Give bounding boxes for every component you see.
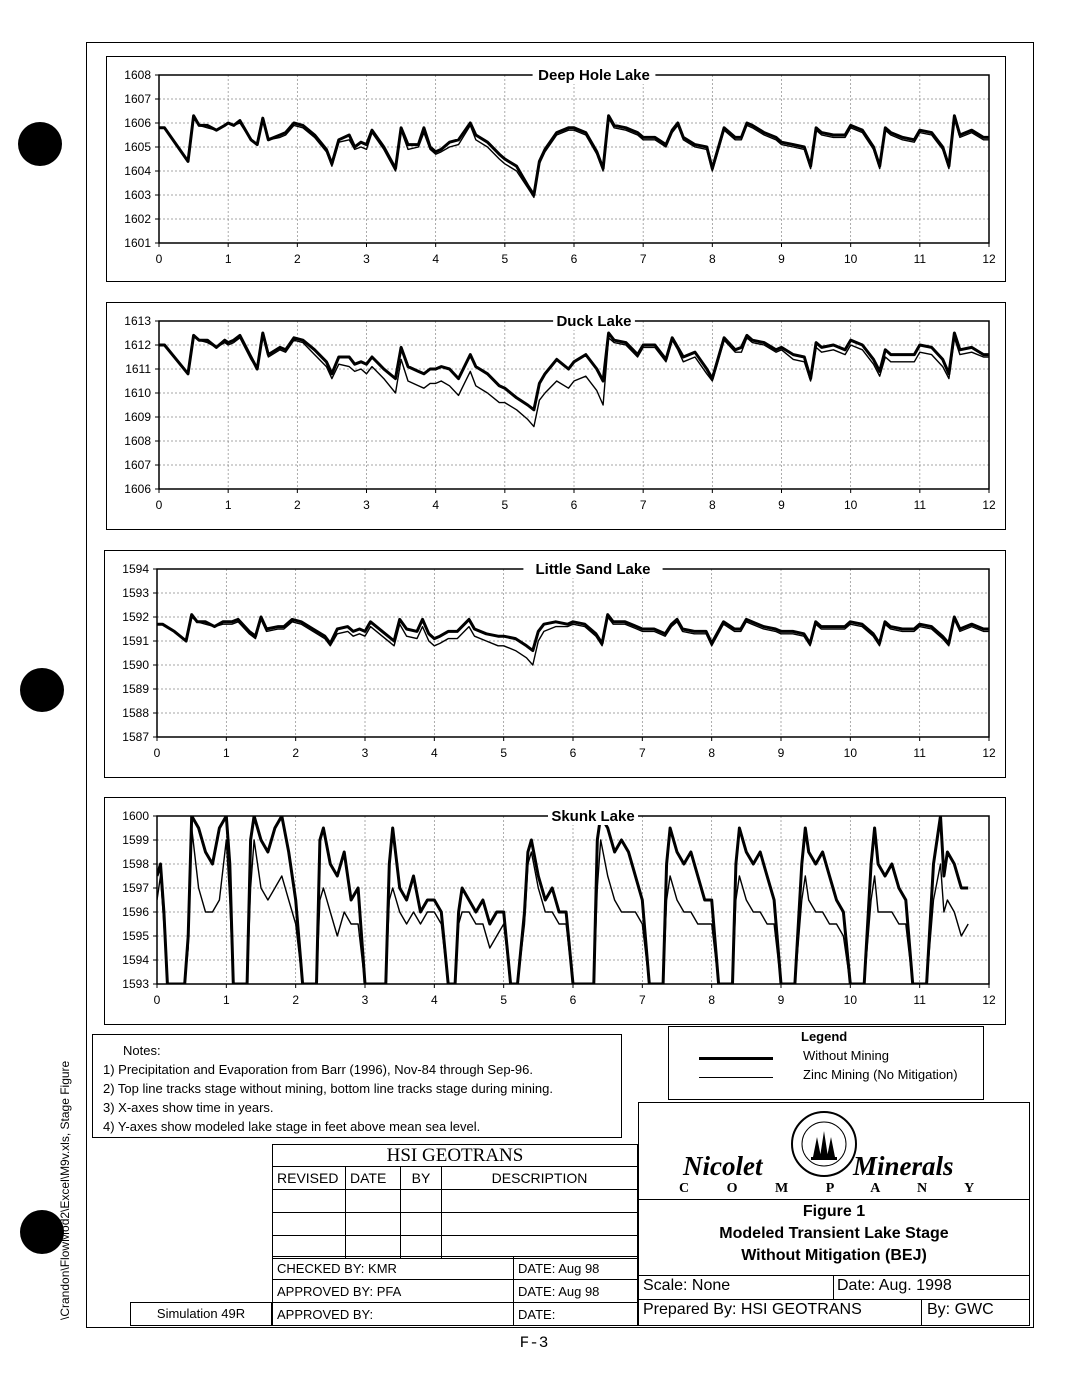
checked-by: CHECKED BY: KMR — [273, 1257, 514, 1280]
x-tick-label: 11 — [913, 498, 927, 512]
revision-cell — [346, 1213, 401, 1236]
chart-title: Deep Hole Lake — [538, 67, 650, 84]
y-tick-label: 1591 — [122, 634, 149, 648]
y-tick-label: 1599 — [122, 833, 149, 847]
by-label: By: GWC — [927, 1301, 994, 1318]
x-tick-label: 4 — [430, 746, 438, 760]
note-item: 4) Y-axes show modeled lake stage in feet above mean sea level. — [103, 1119, 481, 1134]
x-tick-label: 4 — [432, 252, 440, 266]
chart-panel-duck — [106, 302, 1006, 530]
y-tick-label: 1607 — [124, 92, 151, 106]
figure-number: Figure 1 — [802, 1203, 866, 1220]
scale-label: Scale: None — [643, 1277, 731, 1294]
revision-cell — [442, 1213, 638, 1236]
y-tick-label: 1592 — [122, 610, 149, 624]
chart-duck-lake — [107, 303, 1005, 529]
x-tick-label: 7 — [638, 746, 646, 760]
y-tick-label: 1608 — [124, 434, 151, 448]
figure-title-line2: Without Mitigation (BEJ) — [741, 1247, 927, 1264]
note-item: 2) Top line tracks stage without mining, bottom line tracks stage during mining. — [103, 1081, 553, 1096]
x-tick-label: 12 — [982, 498, 996, 512]
series-line-zinc-mining — [159, 118, 989, 197]
simulation-label: Simulation 49R — [130, 1302, 272, 1326]
chart-little-sand-lake — [105, 551, 1005, 777]
x-tick-label: 1 — [224, 498, 232, 512]
x-tick-label: 9 — [778, 498, 785, 512]
chart-panel-skunk — [104, 797, 1006, 1025]
scale-date-divider — [833, 1275, 834, 1299]
chart-panel-deep-hole — [106, 56, 1006, 282]
company-subtitle: C O M P A N Y — [679, 1181, 992, 1196]
y-tick-label: 1603 — [124, 188, 151, 202]
y-tick-label: 1605 — [124, 140, 151, 154]
chart-skunk-lake — [105, 798, 1005, 1024]
chart-deep-hole-lake — [107, 57, 1005, 281]
approved-date-2: DATE: — [514, 1303, 638, 1326]
x-tick-label: 7 — [639, 252, 647, 266]
x-tick-label: 4 — [432, 498, 440, 512]
chart-title: Duck Lake — [556, 313, 632, 330]
y-tick-label: 1593 — [122, 977, 149, 991]
company-name-right: Minerals — [853, 1151, 954, 1181]
x-tick-label: 6 — [569, 746, 577, 760]
x-tick-label: 0 — [153, 993, 161, 1007]
y-tick-label: 1612 — [124, 338, 151, 352]
x-tick-label: 9 — [778, 252, 785, 266]
y-tick-label: 1587 — [122, 730, 149, 744]
y-tick-label: 1606 — [124, 482, 151, 496]
revision-cell — [401, 1190, 442, 1213]
y-tick-label: 1613 — [124, 314, 151, 328]
figure-title-line1: Modeled Transient Lake Stage — [719, 1225, 949, 1242]
revision-cell — [442, 1190, 638, 1213]
x-tick-label: 8 — [708, 746, 716, 760]
x-tick-label: 5 — [501, 252, 509, 266]
y-tick-label: 1610 — [124, 386, 151, 400]
header-description: DESCRIPTION — [442, 1167, 638, 1190]
x-tick-label: 6 — [570, 498, 578, 512]
x-tick-label: 0 — [155, 498, 163, 512]
note-item: 1) Precipitation and Evaporation from Barr (1996), Nov-84 through Sep-96. — [103, 1062, 533, 1077]
x-tick-label: 6 — [570, 252, 578, 266]
legend-title: Legend — [801, 1029, 848, 1044]
x-tick-label: 3 — [363, 498, 370, 512]
x-tick-label: 10 — [843, 498, 858, 512]
y-tick-label: 1594 — [122, 953, 149, 967]
x-tick-label: 11 — [913, 746, 926, 760]
x-tick-label: 7 — [639, 498, 647, 512]
revision-cell — [346, 1190, 401, 1213]
y-tick-label: 1588 — [122, 706, 149, 720]
x-tick-label: 12 — [982, 252, 996, 266]
y-tick-label: 1598 — [122, 857, 149, 871]
approved-by-2: APPROVED BY: — [273, 1303, 514, 1326]
checked-date: DATE: Aug 98 — [514, 1257, 638, 1280]
y-tick-label: 1590 — [122, 658, 149, 672]
x-tick-label: 1 — [222, 993, 230, 1007]
firm-name: HSI GEOTRANS — [272, 1144, 638, 1166]
approved-date-1: DATE: Aug 98 — [514, 1280, 638, 1303]
x-tick-label: 8 — [708, 993, 716, 1007]
company-seal-icon — [789, 1109, 859, 1179]
notes-box — [92, 1034, 622, 1138]
x-tick-label: 12 — [982, 993, 996, 1007]
legend-swatch-zinc-mining — [699, 1077, 773, 1078]
file-path-label: \Crandon\FlowMod2\Excel\M9v.xls, Stage Figure — [58, 1060, 72, 1320]
page-number: F-3 — [519, 1334, 549, 1352]
legend-label-zinc-mining: Zinc Mining (No Mitigation) — [803, 1067, 958, 1082]
x-tick-label: 5 — [501, 498, 509, 512]
approval-table — [272, 1256, 638, 1326]
x-tick-label: 3 — [363, 252, 370, 266]
y-tick-label: 1594 — [122, 562, 149, 576]
revision-cell — [273, 1213, 346, 1236]
x-tick-label: 2 — [293, 498, 301, 512]
legend-swatch-without-mining — [699, 1057, 773, 1060]
x-tick-label: 3 — [361, 746, 369, 760]
x-tick-label: 6 — [569, 993, 577, 1007]
x-tick-label: 9 — [777, 746, 785, 760]
y-tick-label: 1595 — [122, 929, 149, 943]
y-tick-label: 1601 — [124, 236, 151, 250]
approved-by-1: APPROVED BY: PFA — [273, 1280, 514, 1303]
prepared-label: Prepared By: HSI GEOTRANS — [643, 1301, 862, 1318]
company-name-left: Nicolet — [683, 1151, 763, 1181]
x-tick-label: 10 — [843, 746, 858, 760]
x-tick-label: 5 — [500, 993, 508, 1007]
y-tick-label: 1608 — [124, 68, 151, 82]
y-tick-label: 1611 — [125, 362, 151, 376]
prepared-by-divider — [921, 1299, 922, 1325]
header-by: BY — [401, 1167, 442, 1190]
y-tick-label: 1597 — [122, 881, 149, 895]
revision-cell — [401, 1213, 442, 1236]
x-tick-label: 2 — [292, 993, 300, 1007]
x-tick-label: 0 — [153, 746, 161, 760]
y-tick-label: 1596 — [122, 905, 149, 919]
notes-title: Notes: — [123, 1043, 161, 1058]
x-tick-label: 2 — [293, 252, 301, 266]
y-tick-label: 1602 — [124, 212, 151, 226]
legend-box — [668, 1026, 984, 1100]
title-divider-low — [639, 1299, 1029, 1300]
title-block — [638, 1102, 1030, 1326]
x-tick-label: 8 — [708, 252, 716, 266]
x-tick-label: 10 — [843, 252, 858, 266]
date-label: Date: Aug. 1998 — [837, 1277, 952, 1294]
series-line-zinc-mining — [157, 828, 968, 984]
x-tick-label: 11 — [913, 252, 927, 266]
x-tick-label: 8 — [708, 498, 716, 512]
x-tick-label: 7 — [638, 993, 646, 1007]
chart-title: Skunk Lake — [551, 808, 635, 825]
x-tick-label: 1 — [224, 252, 232, 266]
title-divider-top — [639, 1199, 1029, 1200]
y-tick-label: 1606 — [124, 116, 151, 130]
x-tick-label: 3 — [361, 993, 369, 1007]
note-item: 3) X-axes show time in years. — [103, 1100, 274, 1115]
x-tick-label: 10 — [843, 993, 858, 1007]
title-divider-mid — [639, 1275, 1029, 1276]
chart-title: Little Sand Lake — [535, 561, 651, 578]
header-revised: REVISED — [273, 1167, 346, 1190]
x-tick-label: 4 — [430, 993, 438, 1007]
y-tick-label: 1607 — [124, 458, 151, 472]
y-tick-label: 1593 — [122, 586, 149, 600]
x-tick-label: 5 — [500, 746, 508, 760]
legend-label-without-mining: Without Mining — [803, 1048, 889, 1063]
revision-cell — [273, 1190, 346, 1213]
header-date: DATE — [346, 1167, 401, 1190]
series-line-without-mining — [157, 816, 968, 984]
x-tick-label: 0 — [155, 252, 163, 266]
revision-table — [272, 1166, 638, 1259]
y-tick-label: 1604 — [124, 164, 151, 178]
x-tick-label: 1 — [222, 746, 230, 760]
x-tick-label: 12 — [982, 746, 996, 760]
y-tick-label: 1609 — [124, 410, 151, 424]
x-tick-label: 11 — [913, 993, 926, 1007]
chart-panel-little-sand — [104, 550, 1006, 778]
y-tick-label: 1600 — [122, 809, 149, 823]
x-tick-label: 9 — [777, 993, 785, 1007]
binder-hole-top — [18, 122, 62, 166]
binder-hole-middle — [20, 668, 64, 712]
x-tick-label: 2 — [292, 746, 300, 760]
y-tick-label: 1589 — [122, 682, 149, 696]
